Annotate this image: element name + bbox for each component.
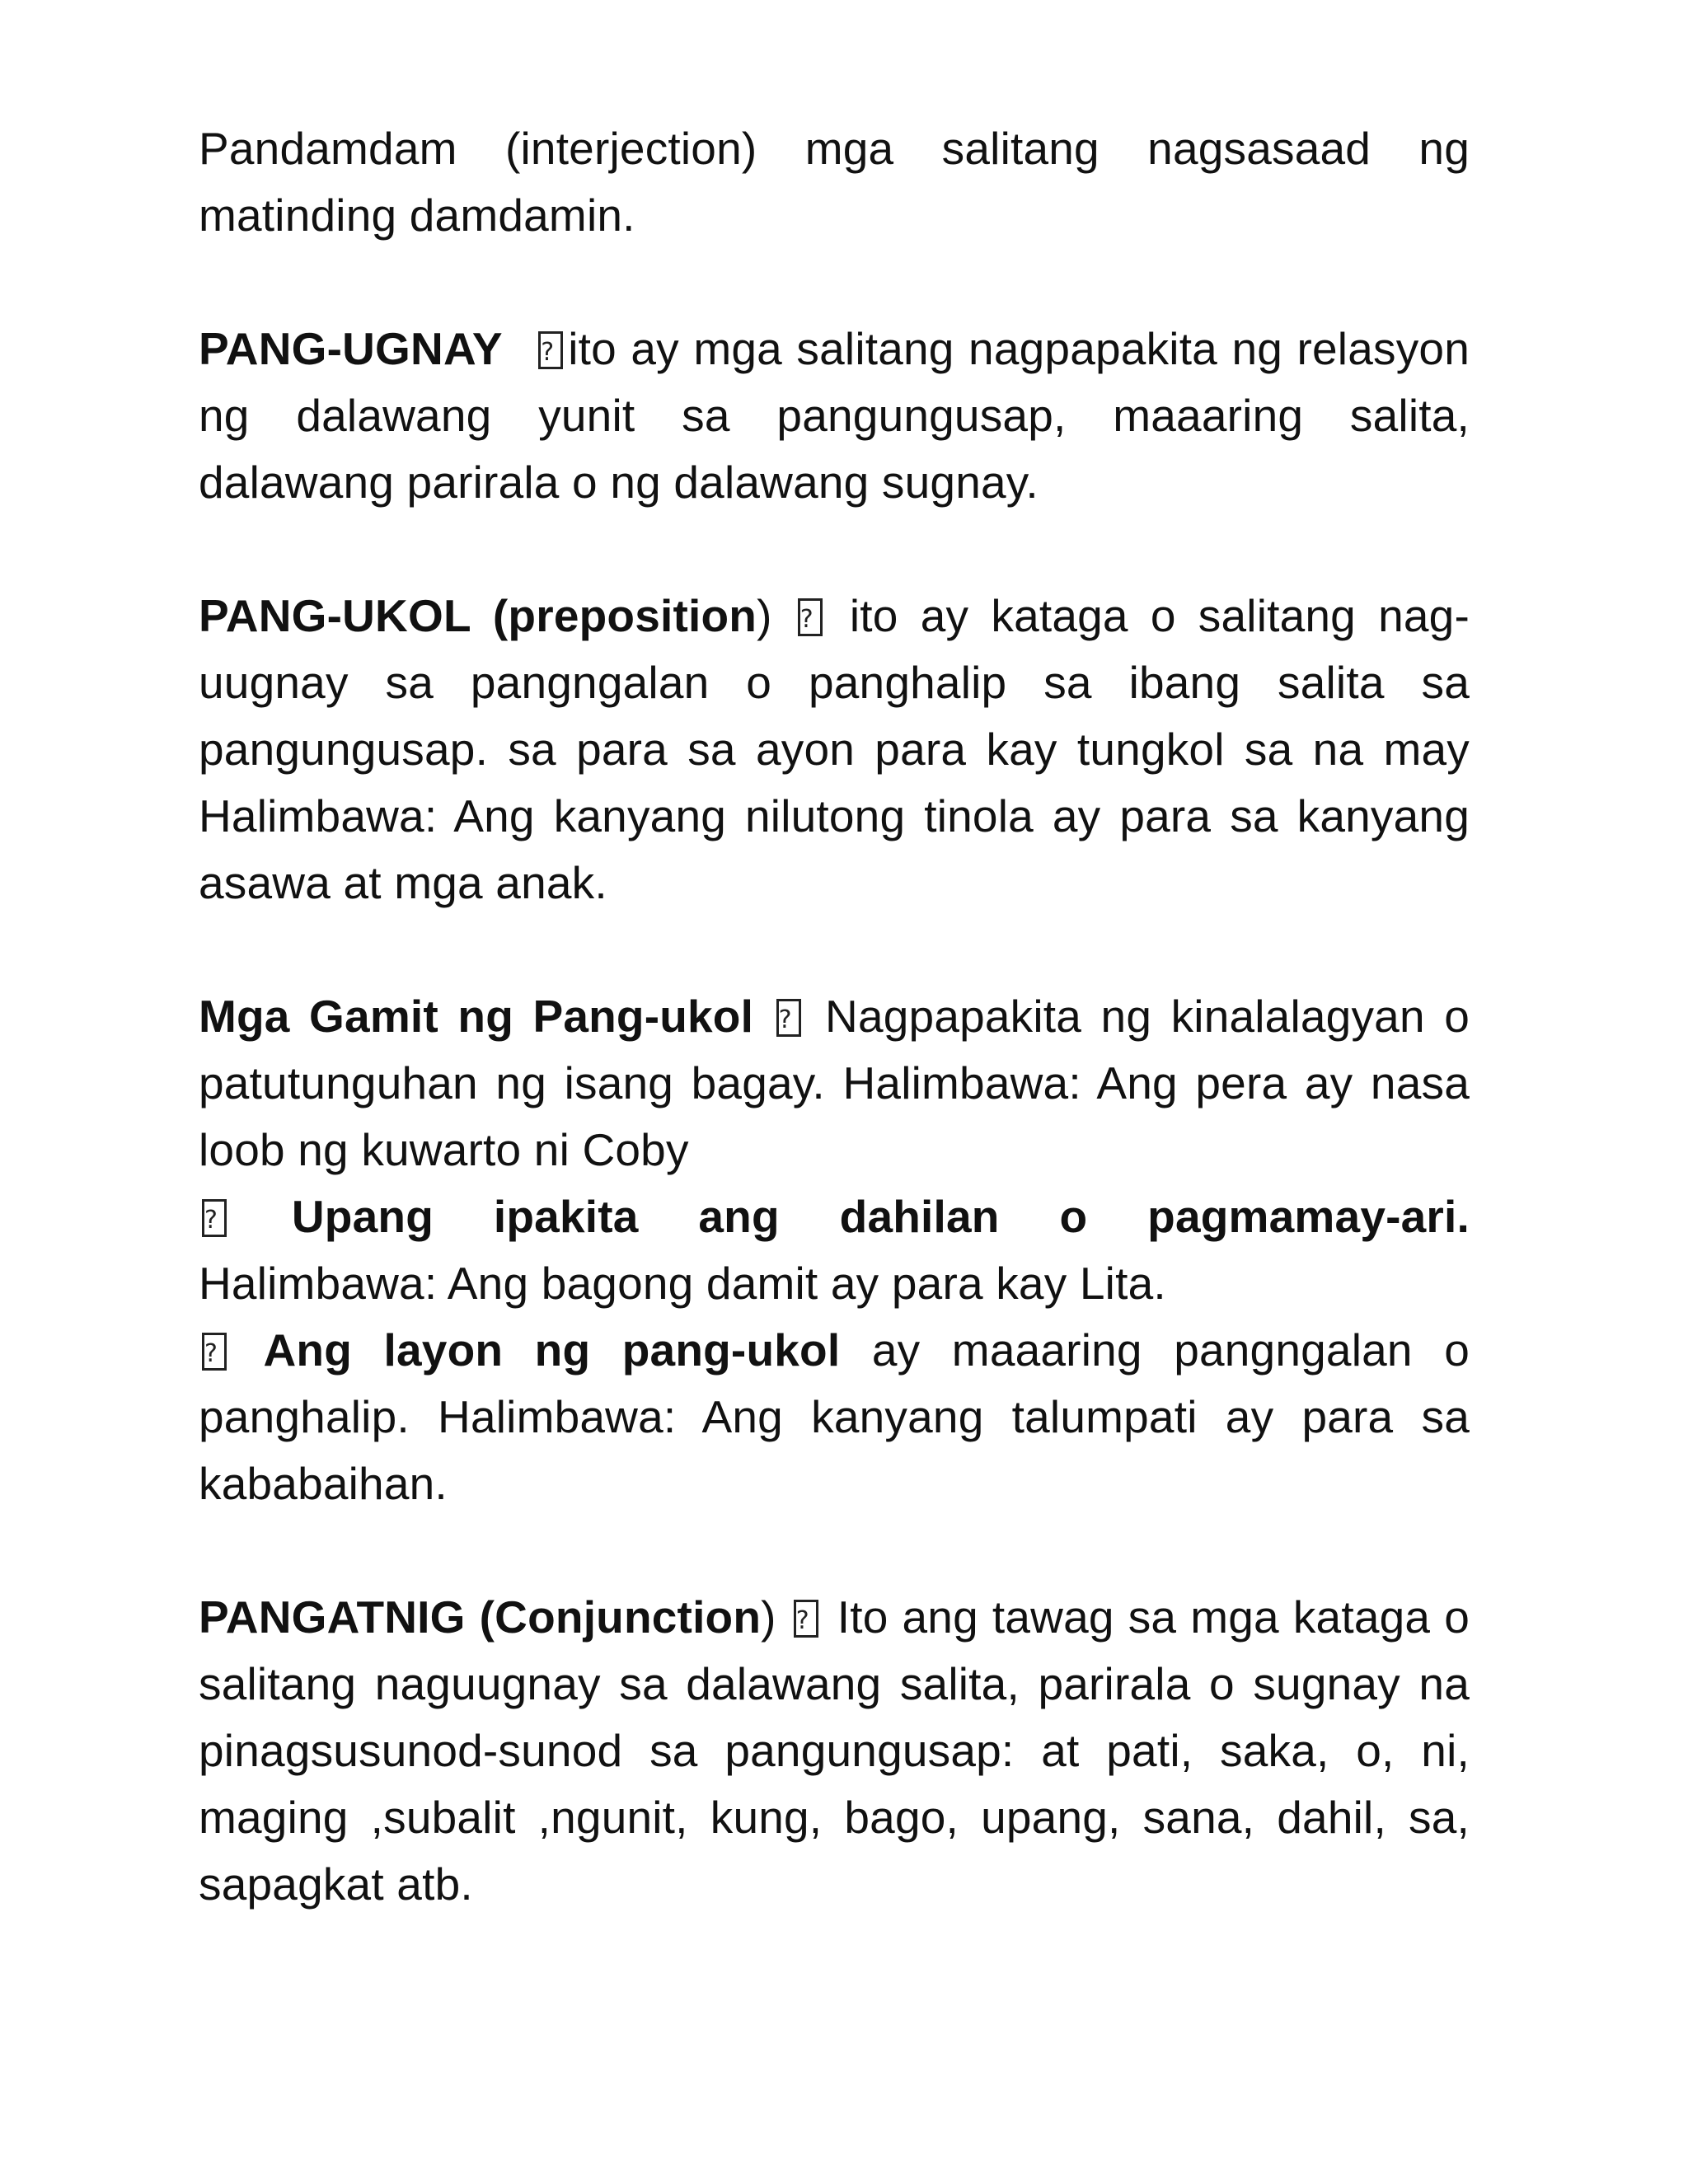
upang-text: Halimbawa: Ang bagong damit ay para kay Lita. xyxy=(199,1258,1166,1309)
layon-text: ay maaaring pangngalan o panghalip. xyxy=(199,1324,1470,1442)
mga-gamit-heading: Mga Gamit ng Pang-ukol xyxy=(199,991,754,1042)
paragraph-pang-ukol xyxy=(199,583,1470,916)
paragraph-layon xyxy=(199,1317,1470,1517)
layon-heading: Ang layon ng pang-ukol xyxy=(263,1324,841,1376)
missing-glyph-icon xyxy=(202,1333,227,1371)
pang-ukol-heading: PANG-UKOL (preposition xyxy=(199,590,757,641)
missing-glyph-icon xyxy=(202,1199,227,1237)
pangatnig-paren: ) xyxy=(761,1591,776,1643)
missing-glyph-icon xyxy=(798,598,823,636)
paragraph-pang-ugnay xyxy=(199,316,1470,516)
missing-glyph-icon xyxy=(776,999,801,1037)
pang-ukol-paren: ) xyxy=(757,590,772,641)
missing-glyph-icon xyxy=(794,1600,818,1638)
pang-ugnay-heading: PANG-UGNAY xyxy=(199,323,503,374)
upang-heading: Upang ipakita ang dahilan o pagmamay-ari. xyxy=(291,1191,1470,1242)
pang-ugnay-text: ito ay mga salitang nagpapakita ng relasyon ng dalawang yunit sa pangungusap, maaaring salita, dalawang parirala o ng dalawang sugnay. xyxy=(199,323,1470,508)
pangatnig-heading: PANGATNIG (Conjunction xyxy=(199,1591,762,1643)
missing-glyph-icon xyxy=(538,331,563,369)
pandamdam-text: Pandamdam (interjection) mga salitang nagsasaad ng matinding damdamin. xyxy=(199,123,1470,241)
pangatnig-text: Ito ang tawag sa mga kataga o salitang naguugnay sa dalawang salita, parirala o sugnay na pinagsusunod-sunod sa pangungusap: at pati, saka, o, ni, maging ,subalit ,ngunit, kung, bago, upang, sana, dahil, sa, sapagkat atb. xyxy=(199,1591,1470,1910)
paragraph-pangatnig xyxy=(199,1584,1470,1918)
paragraph-upang xyxy=(199,1183,1470,1317)
paragraph-mga-gamit xyxy=(199,983,1470,1183)
document-page xyxy=(199,115,1470,1918)
pang-ukol-text: ito ay kataga o salitang nag-uugnay sa pangngalan o panghalip sa ibang salita sa pangungusap. sa para sa ayon para kay tungkol sa na may Halimbawa: Ang kanyang nilutong tinola ay para sa kanyang asawa at mga anak. xyxy=(199,590,1470,908)
layon-text-2: Halimbawa: Ang kanyang talumpati ay para sa kababaihan. xyxy=(199,1391,1470,1509)
mga-gamit-text: Nagpapakita ng kinalalagyan o patutunguhan ng isang bagay. Halimbawa: Ang pera ay nasa loob ng kuwarto ni Coby xyxy=(199,991,1470,1175)
paragraph-pandamdam xyxy=(199,115,1470,249)
